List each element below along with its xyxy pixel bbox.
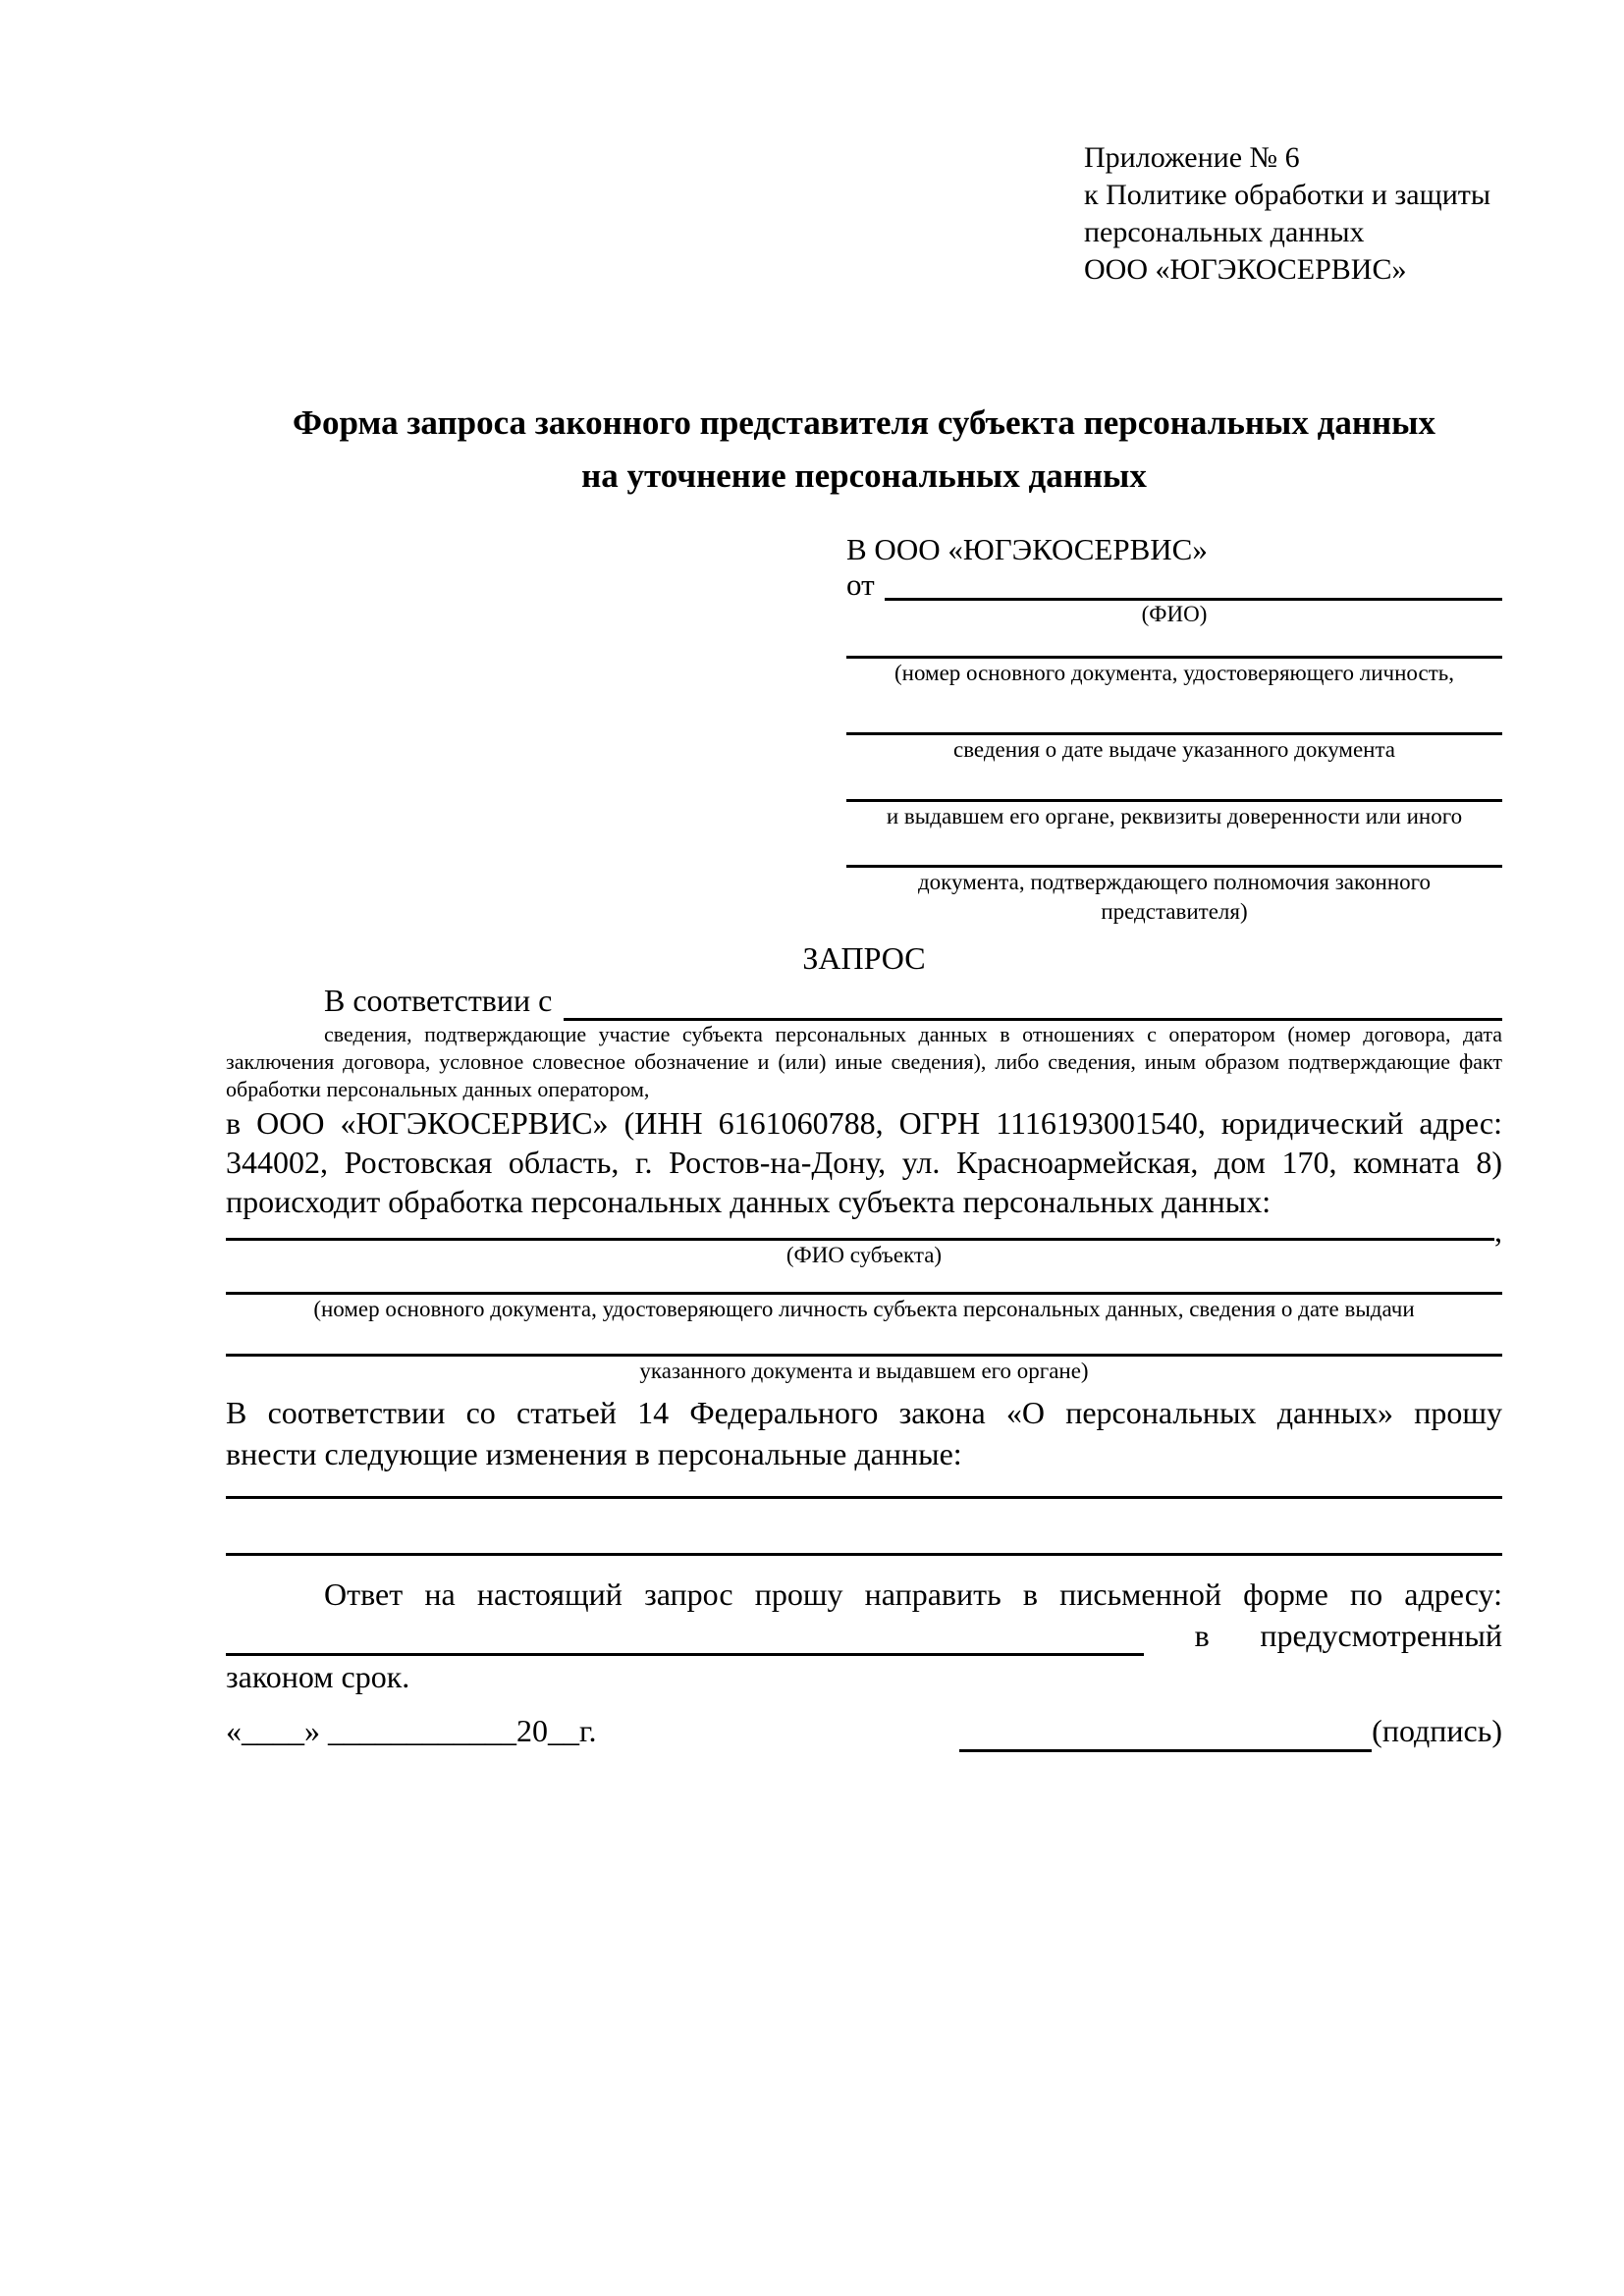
- fine-print-line: сведения, подтверждающие участие субъекта персональных данных в отношениях с оператором (номер договора, дата: [324, 1022, 1502, 1046]
- operator-info-line: происходит обработка персональных данных субъекта персональных данных:: [226, 1184, 1272, 1219]
- article14-paragraph: [226, 1392, 1502, 1474]
- form-title: [226, 397, 1502, 503]
- subject-fio-blank-field: [226, 1209, 1494, 1241]
- fine-print-note: [226, 1021, 1502, 1103]
- appendix-note: [1084, 139, 1490, 289]
- appendix-line: ООО «ЮГЭКОСЕРВИС»: [1084, 253, 1407, 286]
- accordance-label: В соответствии с: [324, 983, 553, 1018]
- accordance-line: [226, 980, 1502, 1021]
- form-title-line: на уточнение персональных данных: [581, 456, 1147, 495]
- answer-word: в: [1194, 1618, 1210, 1653]
- article14-line: В соответствии со статьей 14 Федерального закона «О персональных данных» прошу: [226, 1395, 1502, 1430]
- subject-doc-caption: (номер основного документа, удостоверяющего личность субъекта персональных данных, сведения о дате выдачи: [313, 1297, 1415, 1321]
- article14-line: внести следующие изменения в персональные данные:: [226, 1436, 962, 1471]
- appendix-line: персональных данных: [1084, 216, 1365, 248]
- trailing-comma: ,: [1494, 1213, 1502, 1249]
- request-heading: ЗАПРОС: [802, 940, 926, 976]
- answer-closing-line: законом срок.: [226, 1659, 410, 1694]
- changes-blank-field: [226, 1553, 1502, 1556]
- doc-field-caption: документа, подтверждающего полномочия законного представителя): [917, 870, 1431, 924]
- accordance-blank-field: [564, 989, 1502, 1021]
- operator-info: [226, 1103, 1502, 1221]
- appendix-line: к Политике обработки и защиты: [1084, 179, 1491, 211]
- representative-doc-field: [846, 865, 1502, 927]
- addressee-block: [846, 530, 1502, 927]
- representative-doc-field: [846, 732, 1502, 765]
- signature-group: [959, 1709, 1502, 1752]
- form-title-line: Форма запроса законного представителя субъекта персональных данных: [293, 403, 1435, 442]
- answer-word: предусмотренный: [1260, 1618, 1502, 1653]
- answer-address-line: [226, 1615, 1502, 1656]
- subject-fio-line: [226, 1213, 1502, 1249]
- subject-fio-caption: (ФИО субъекта): [785, 1243, 943, 1267]
- fio-caption: (ФИО): [1141, 602, 1208, 626]
- addressee-to: В ООО «ЮГЭКОСЕРВИС»: [846, 532, 1208, 566]
- doc-field-caption: и выдавшем его органе, реквизиты доверенности или иного: [886, 804, 1463, 828]
- date-blank: «____» ____________20__г.: [226, 1713, 597, 1748]
- changes-blank-field: [226, 1496, 1502, 1499]
- representative-doc-field: [846, 656, 1502, 688]
- doc-field-caption: сведения о дате выдаче указанного документа: [952, 737, 1396, 762]
- fine-print-line: обработки персональных данных оператором,: [226, 1077, 650, 1101]
- doc-field-caption: (номер основного документа, удостоверяющего личность,: [893, 661, 1454, 685]
- answer-request-line: Ответ на настоящий запрос прошу направить в письменной форме по адресу:: [324, 1576, 1502, 1612]
- operator-info-line: 344002, Ростовская область, г. Ростов-на-Дону, ул. Красноармейская, дом 170, комната 8): [226, 1145, 1502, 1180]
- request-body: [226, 931, 1502, 1752]
- signature-blank-field: [959, 1721, 1372, 1752]
- subject-doc-caption: указанного документа и выдавшем его органе): [639, 1359, 1089, 1383]
- representative-doc-field: [846, 799, 1502, 831]
- answer-address-blank-field: [226, 1625, 1144, 1656]
- signature-caption: (подпись): [1372, 1713, 1502, 1748]
- from-blank-field: [885, 570, 1502, 601]
- fine-print-line: заключения договора, условное словесное обозначение и (или) иные сведения), либо сведения, иным образом подтверждающие факт: [226, 1049, 1502, 1074]
- operator-info-line: в ООО «ЮГЭКОСЕРВИС» (ИНН 6161060788, ОГРН 1116193001540, юридический адрес:: [226, 1105, 1502, 1141]
- from-label: от: [846, 567, 875, 602]
- date-signature-row: [226, 1709, 1502, 1752]
- appendix-line: Приложение № 6: [1084, 141, 1300, 174]
- addressee-from-line: [846, 569, 1502, 601]
